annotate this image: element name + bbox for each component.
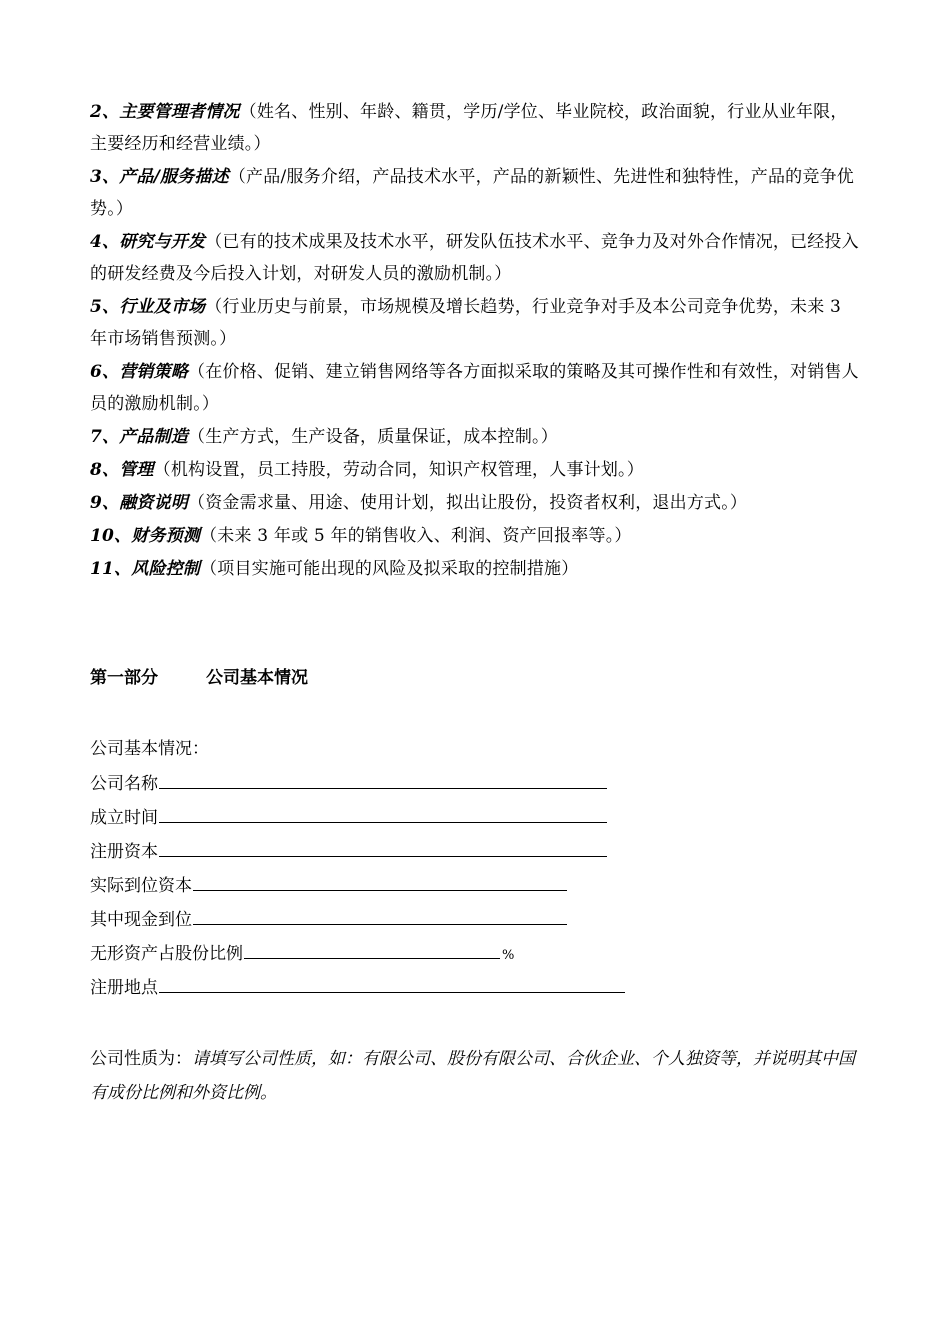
field-label: 成立时间 bbox=[90, 808, 158, 828]
outline-item-description: （生产方式，生产设备，质量保证，成本控制。） bbox=[188, 427, 558, 447]
outline-item bbox=[90, 487, 860, 519]
cash-paid-in-field[interactable] bbox=[193, 902, 567, 925]
registered-capital-field[interactable] bbox=[159, 834, 607, 857]
company-info-form bbox=[90, 732, 860, 1004]
outline-item bbox=[90, 96, 860, 160]
section-heading bbox=[90, 664, 308, 692]
outline-list bbox=[90, 96, 860, 586]
outline-item bbox=[90, 356, 860, 420]
section-part-label: 第一部分 bbox=[90, 668, 158, 688]
outline-item-heading: 6、营销策略 bbox=[90, 362, 189, 382]
field-label: 公司名称 bbox=[90, 774, 158, 794]
paid-in-capital-field[interactable] bbox=[193, 868, 567, 891]
outline-item-heading: 5、行业及市场 bbox=[90, 297, 206, 317]
outline-item-description: （机构设置，员工持股，劳动合同，知识产权管理，人事计划。） bbox=[153, 460, 644, 480]
form-row-cash-paid-in bbox=[90, 902, 860, 936]
outline-item-description: （行业历史与前景，市场规模及增长趋势，行业竞争对手及本公司竞争优势，未来 3 年市场销售预测。） bbox=[90, 297, 842, 349]
outline-item-heading: 8、管理 bbox=[90, 460, 154, 480]
field-label: 实际到位资本 bbox=[90, 876, 192, 896]
form-row-established-date bbox=[90, 800, 860, 834]
form-row-paid-in-capital bbox=[90, 868, 860, 902]
outline-item-description: （产品/服务介绍，产品技术水平，产品的新颖性、先进性和独特性，产品的竞争优势。） bbox=[90, 167, 854, 219]
outline-item-description: （在价格、促销、建立销售网络等各方面拟采取的策略及其可操作性和有效性，对销售人员的激励机制。） bbox=[90, 362, 859, 414]
outline-item bbox=[90, 553, 860, 585]
note-hint: 请填写公司性质，如：有限公司、股份有限公司、合伙企业、个人独资等，并说明其中国有成份比例和外资比例。 bbox=[90, 1049, 855, 1103]
established-date-field[interactable] bbox=[159, 800, 607, 823]
field-label: 注册资本 bbox=[90, 842, 158, 862]
form-row-intangible-ratio bbox=[90, 936, 860, 970]
outline-item bbox=[90, 291, 860, 355]
outline-item bbox=[90, 520, 860, 552]
company-type-note bbox=[90, 1042, 860, 1110]
form-row-company-name bbox=[90, 766, 860, 800]
outline-item bbox=[90, 421, 860, 453]
outline-item-heading: 4、研究与开发 bbox=[90, 232, 206, 252]
field-label: 注册地点 bbox=[90, 978, 158, 998]
percent-suffix: % bbox=[502, 948, 515, 963]
outline-item bbox=[90, 161, 860, 225]
outline-item-heading: 3、产品/服务描述 bbox=[90, 167, 229, 187]
outline-item-description: （已有的技术成果及技术水平，研发队伍技术水平、竞争力及对外合作情况，已经投入的研发经费及今后投入计划，对研发人员的激励机制。） bbox=[90, 232, 859, 284]
intangible-assets-ratio-field[interactable] bbox=[244, 936, 500, 959]
outline-item-heading: 7、产品制造 bbox=[90, 427, 189, 447]
form-row-registered-address bbox=[90, 970, 860, 1004]
note-label: 公司性质为： bbox=[90, 1049, 192, 1069]
outline-item bbox=[90, 226, 860, 290]
outline-item-description: （资金需求量、用途、使用计划，拟出让股份，投资者权利，退出方式。） bbox=[188, 493, 748, 513]
form-row-registered-capital bbox=[90, 834, 860, 868]
outline-item-description: （姓名、性别、年龄、籍贯，学历/学位、毕业院校，政治面貌，行业从业年限，主要经历和经营业绩。） bbox=[90, 102, 848, 154]
outline-item-heading: 9、融资说明 bbox=[90, 493, 189, 513]
company-name-field[interactable] bbox=[159, 766, 607, 789]
registered-address-field[interactable] bbox=[159, 970, 625, 993]
section-title: 公司基本情况 bbox=[206, 668, 308, 688]
field-label: 其中现金到位 bbox=[90, 910, 192, 930]
outline-item-description: （未来 3 年或 5 年的销售收入、利润、资产回报率等。） bbox=[200, 526, 632, 546]
outline-item-heading: 11、风险控制 bbox=[90, 559, 201, 579]
outline-item-description: （项目实施可能出现的风险及拟采取的控制措施） bbox=[200, 559, 579, 579]
outline-item bbox=[90, 454, 860, 486]
outline-item-heading: 10、财务预测 bbox=[90, 526, 201, 546]
field-label: 无形资产占股份比例 bbox=[90, 944, 243, 964]
form-intro: 公司基本情况： bbox=[90, 739, 209, 759]
outline-item-heading: 2、主要管理者情况 bbox=[90, 102, 240, 122]
